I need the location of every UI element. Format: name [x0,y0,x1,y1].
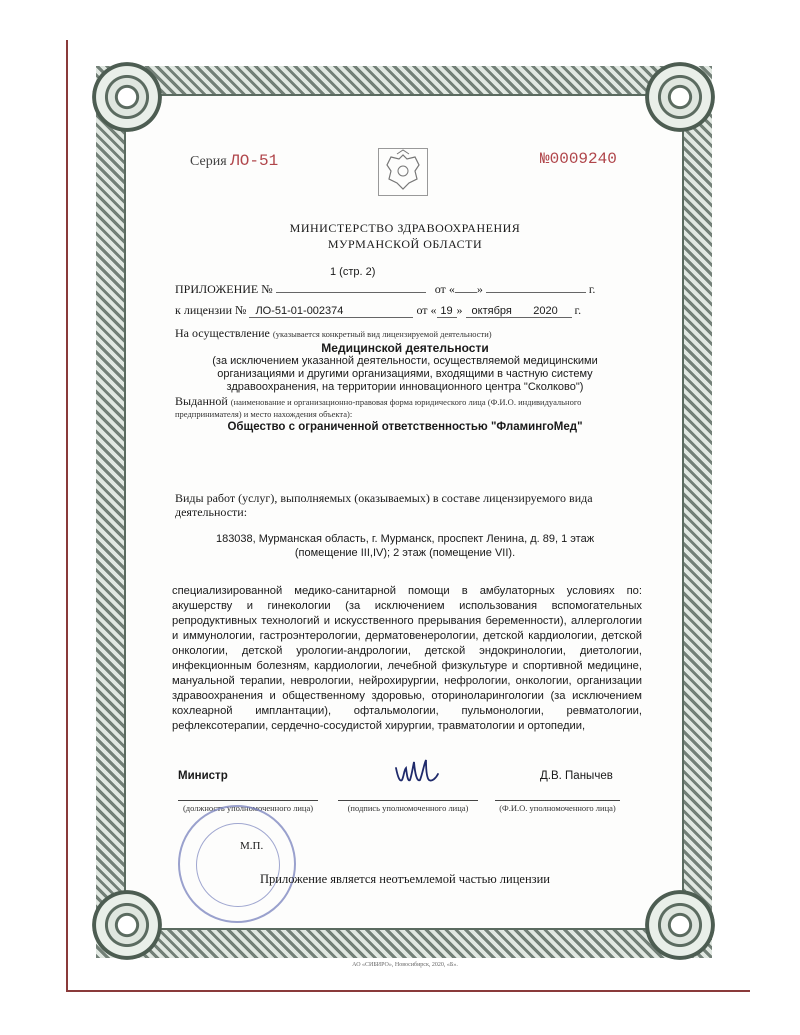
caption-position: (должность уполномоченного лица) [182,803,314,813]
official-seal-stamp [178,805,296,923]
sheet-edge [66,990,750,992]
series-label: Серия [190,154,227,169]
signatory-position: Министр [178,770,228,782]
appendix-page-ref: 1 (стр. 2) [330,266,376,278]
number-label: № [540,150,550,168]
activity-description: (за исключением указанной деятельности, осуществляемой медицинскими организациями и другими организациями, входящими в частную систему здравоохранения, на территории инновационного центра "Сколково") [212,355,598,393]
activity-label-row [175,326,635,341]
corner-rosette-icon [92,890,162,960]
activity-label: На осуществление [175,326,270,340]
license-close-quote: » [456,303,463,317]
issued-row [175,396,635,420]
license-label: к лицензии № [175,303,247,317]
series-block [190,152,278,170]
license-year-suffix: г. [574,303,582,317]
activity-title: Медицинской деятельности [321,341,489,355]
services-address: 183038, Мурманская область, г. Мурманск, проспект Ленина, д. 89, 1 этаж (помещение III,IV); 2 этаж (помещение VII). [215,533,595,559]
appendix-from-label: от [434,282,446,296]
series-value: ЛО-51 [230,152,279,170]
corner-rosette-icon [645,890,715,960]
seal-inner-ring [196,823,280,907]
appendix-day-blank [455,292,477,293]
ministry-line-2: МУРМАНСКОЙ ОБЛАСТИ [327,237,483,251]
services-label: Виды работ (услуг), выполняемых (оказываемых) в составе лицензируемого вида деятельности: [175,491,593,519]
license-year: 2020 [533,305,558,317]
issued-label: Выданной [175,394,228,408]
stamp-place-label: М.П. [240,840,264,852]
license-month: октября [471,305,512,317]
appendix-number-blank [276,292,426,293]
services-list: специализированной медико-санитарной помощи в амбулаторных условиях по: акушерству и гинекологии (за исключением использования вспомогательных репродуктивных технологий и искусственного прерывания беременности), аллергологии и иммунологии, гастроэнтерологии, дерматовенерологии, детской кардиологии, детской онкологии, детской урологии-андрологии, детской эндокринологии, диетологии, инфекционным болезням, кардиологии, лечебной физкультуре и спортивной медицине, мануальной терапии, неврологии, нейрохирургии, нефрологии, онкологии, организации здравоохранения и общественному здоровью, оториноларингологии (за исключением кохлеарной имплантации), офтальмологии, пульмонологии, ревматологии, рефлексотерапии, сердечно-сосудистой хирургии, травматологии и ортопедии, [172,585,642,732]
caption-name: (Ф.И.О. уполномоченного лица) [499,803,616,813]
appendix-date-blank [486,292,586,293]
handwritten-signature [392,752,442,792]
license-row [175,303,635,318]
ministry-title [250,220,560,252]
signature-line [338,800,478,801]
license-from-label: от [416,303,428,317]
appendix-open-quote: « [448,282,455,296]
coat-of-arms-emblem [378,148,428,196]
appendix-close-quote: » [476,282,483,296]
license-day: 19 [437,305,457,318]
appendix-year-suffix: г. [588,282,596,296]
caption-signature: (подпись уполномоченного лица) [347,803,469,813]
organization-name: Общество с ограниченной ответственностью "ФламингоМед" [227,421,583,433]
activity-hint: (указывается конкретный вид лицензируемой деятельности) [272,329,492,339]
issued-hint: (наименование и организационно-правовая форма юридического лица (Ф.И.О. индивидуального предпринимателя) и место нахождения объекта): [175,397,582,419]
sheet-edge [66,40,68,992]
license-open-quote: « [430,303,437,317]
license-month-year [466,305,572,318]
appendix-note: Приложение является неотъемлемой частью лицензии [260,872,550,886]
printer-imprint: АО «СИБИРО», Новосибирск, 2020, «Б». [352,962,458,968]
signatory-name: Д.В. Панычев [540,770,613,782]
position-line [178,800,318,801]
appendix-label: ПРИЛОЖЕНИЕ № [175,282,273,296]
ministry-line-1: МИНИСТЕРСТВО ЗДРАВООХРАНЕНИЯ [289,221,521,235]
number-value: 0009240 [549,150,617,168]
license-number: ЛО-51-01-002374 [249,305,413,318]
appendix-row [175,282,635,297]
corner-rosette-icon [92,62,162,132]
number-block [540,150,617,168]
corner-rosette-icon [645,62,715,132]
name-line [495,800,620,801]
